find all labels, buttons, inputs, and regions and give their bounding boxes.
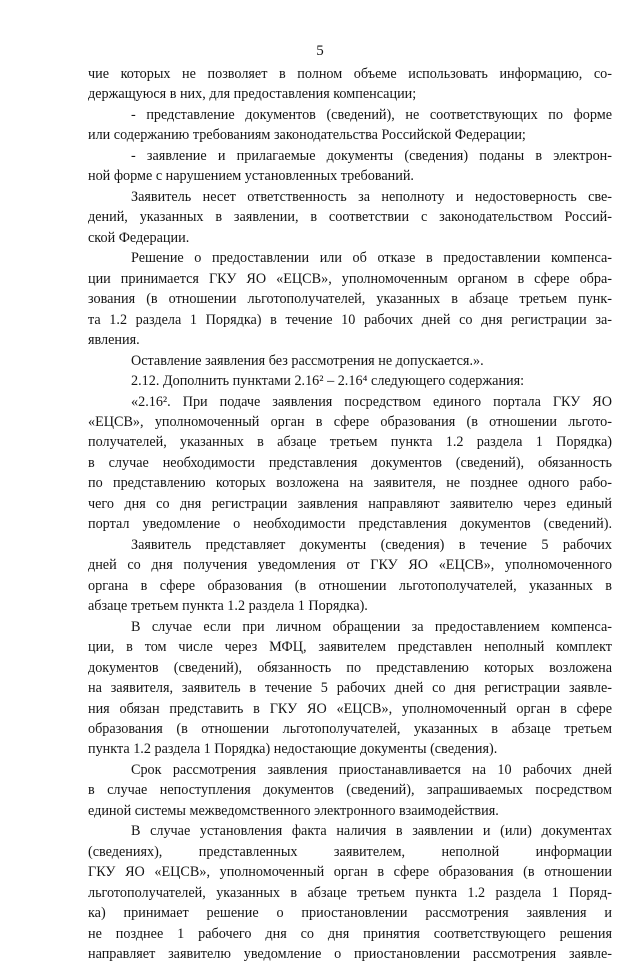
text-line: В случае если при личном обращении за предоставлением компенса- (131, 618, 612, 635)
text-line: зования (в отношении льготополучателей, указанных в абзаце третьем пунк- (88, 291, 612, 308)
text-line: по представлению которых возложена на заявителя, не позднее одного рабо- (88, 475, 612, 492)
text-line: на заявителя, заявитель в течение 5 рабочих дней со дня регистрации заявле- (88, 680, 612, 697)
text-line: (сведениях), представленных заявителем, неполной информации (88, 843, 612, 860)
text-line: - заявление и прилагаемые документы (сведения) поданы в электрон- (131, 147, 612, 164)
text-line: чие которых не позволяет в полном объеме использовать информацию, со- (88, 66, 612, 82)
text-line: пункта 1.2 раздела 1 Порядка) недостающие документы (сведения). (88, 741, 498, 758)
text-line: в случае необходимости представления документов (сведений), обязанность (88, 454, 612, 471)
text-line: или содержанию требованиям законодательства Российской Федерации; (88, 127, 526, 144)
text-line: Срок рассмотрения заявления приостанавливается на 10 рабочих дней (131, 761, 612, 778)
text-line: Заявитель представляет документы (сведения) в течение 5 рабочих (131, 536, 612, 553)
text-line: образования (в отношении льготополучателей, указанных в абзаце третьем (88, 721, 612, 737)
text-line: - представление документов (сведений), не соответствующих по форме (131, 106, 612, 123)
text-line: ГКУ ЯО «ЕЦСВ», уполномоченный орган в сфере образования (в отношении (88, 864, 612, 881)
document-body (88, 64, 612, 965)
text-line: Оставление заявления без рассмотрения не допускается.». (131, 352, 484, 369)
text-line: льготополучателей, указанных в абзаце третьем пункта 1.2 раздела 1 Поряд- (88, 884, 612, 901)
text-line: получателей, указанных в абзаце третьем пункта 1.2 раздела 1 Порядка) (88, 434, 612, 451)
text-line: портал уведомление о необходимости представления документов (сведений). (88, 516, 612, 533)
text-line: Заявитель несет ответственность за неполноту и недостоверность све- (131, 188, 612, 205)
text-line: ции принимается ГКУ ЯО «ЕЦСВ», уполномоченным органом в сфере обра- (88, 270, 612, 287)
text-line: явления. (88, 332, 140, 349)
text-line: дней со дня получения уведомления от ГКУ ЯО «ЕЦСВ», уполномоченного (88, 557, 612, 574)
text-line: та 1.2 раздела 1 Порядка) в течение 10 рабочих дней со дня регистрации за- (88, 311, 612, 328)
text-line: держащуюся в них, для предоставления компенсации; (88, 86, 417, 103)
text-line: документов (сведений), обязанность по представлению которых возложена (88, 659, 612, 676)
text-line: «2.16². При подаче заявления посредством единого портала ГКУ ЯО (131, 393, 612, 410)
text-line: ка) принимает решение о приостановлении рассмотрения заявления и (88, 905, 612, 922)
text-line: 2.12. Дополнить пунктами 2.16² – 2.16⁴ следующего содержания: (131, 373, 525, 390)
text-line: направляет заявителю уведомление о приостановлении рассмотрения заявле- (88, 946, 612, 963)
text-line: органа в сфере образования (в отношении льготополучателей, указанных в (88, 577, 612, 594)
text-line: ной форме с нарушением установленных требований. (88, 168, 414, 185)
text-line: в случае непоступления документов (сведений), запрашиваемых посредством (88, 782, 612, 799)
text-line: Решение о предоставлении или об отказе в предоставлении компенса- (131, 250, 612, 267)
text-line: единой системы межведомственного электронного взаимодействия. (88, 802, 499, 819)
text-line: не позднее 1 рабочего дня со дня принятия соответствующего решения (88, 925, 612, 942)
text-line: ции, в том числе через МФЦ, заявителем представлен неполный комплект (88, 639, 612, 656)
text-line: чего дня со дня регистрации заявления направляют заявителю через единый (88, 495, 612, 512)
text-line: ской Федерации. (88, 229, 190, 246)
text-line: дений, указанных в заявлении, в соответствии с законодательством Россий- (88, 209, 612, 226)
text-line: «ЕЦСВ», уполномоченный орган в сфере образования (в отношении льгото- (88, 413, 612, 430)
text-line: абзаце третьем пункта 1.2 раздела 1 Порядка). (88, 598, 368, 615)
text-line: ния обязан представить в ГКУ ЯО «ЕЦСВ», уполномоченный орган в сфере (88, 700, 612, 717)
page-number: 5 (316, 43, 324, 59)
text-line: В случае установления факта наличия в заявлении и (или) документах (131, 823, 612, 840)
